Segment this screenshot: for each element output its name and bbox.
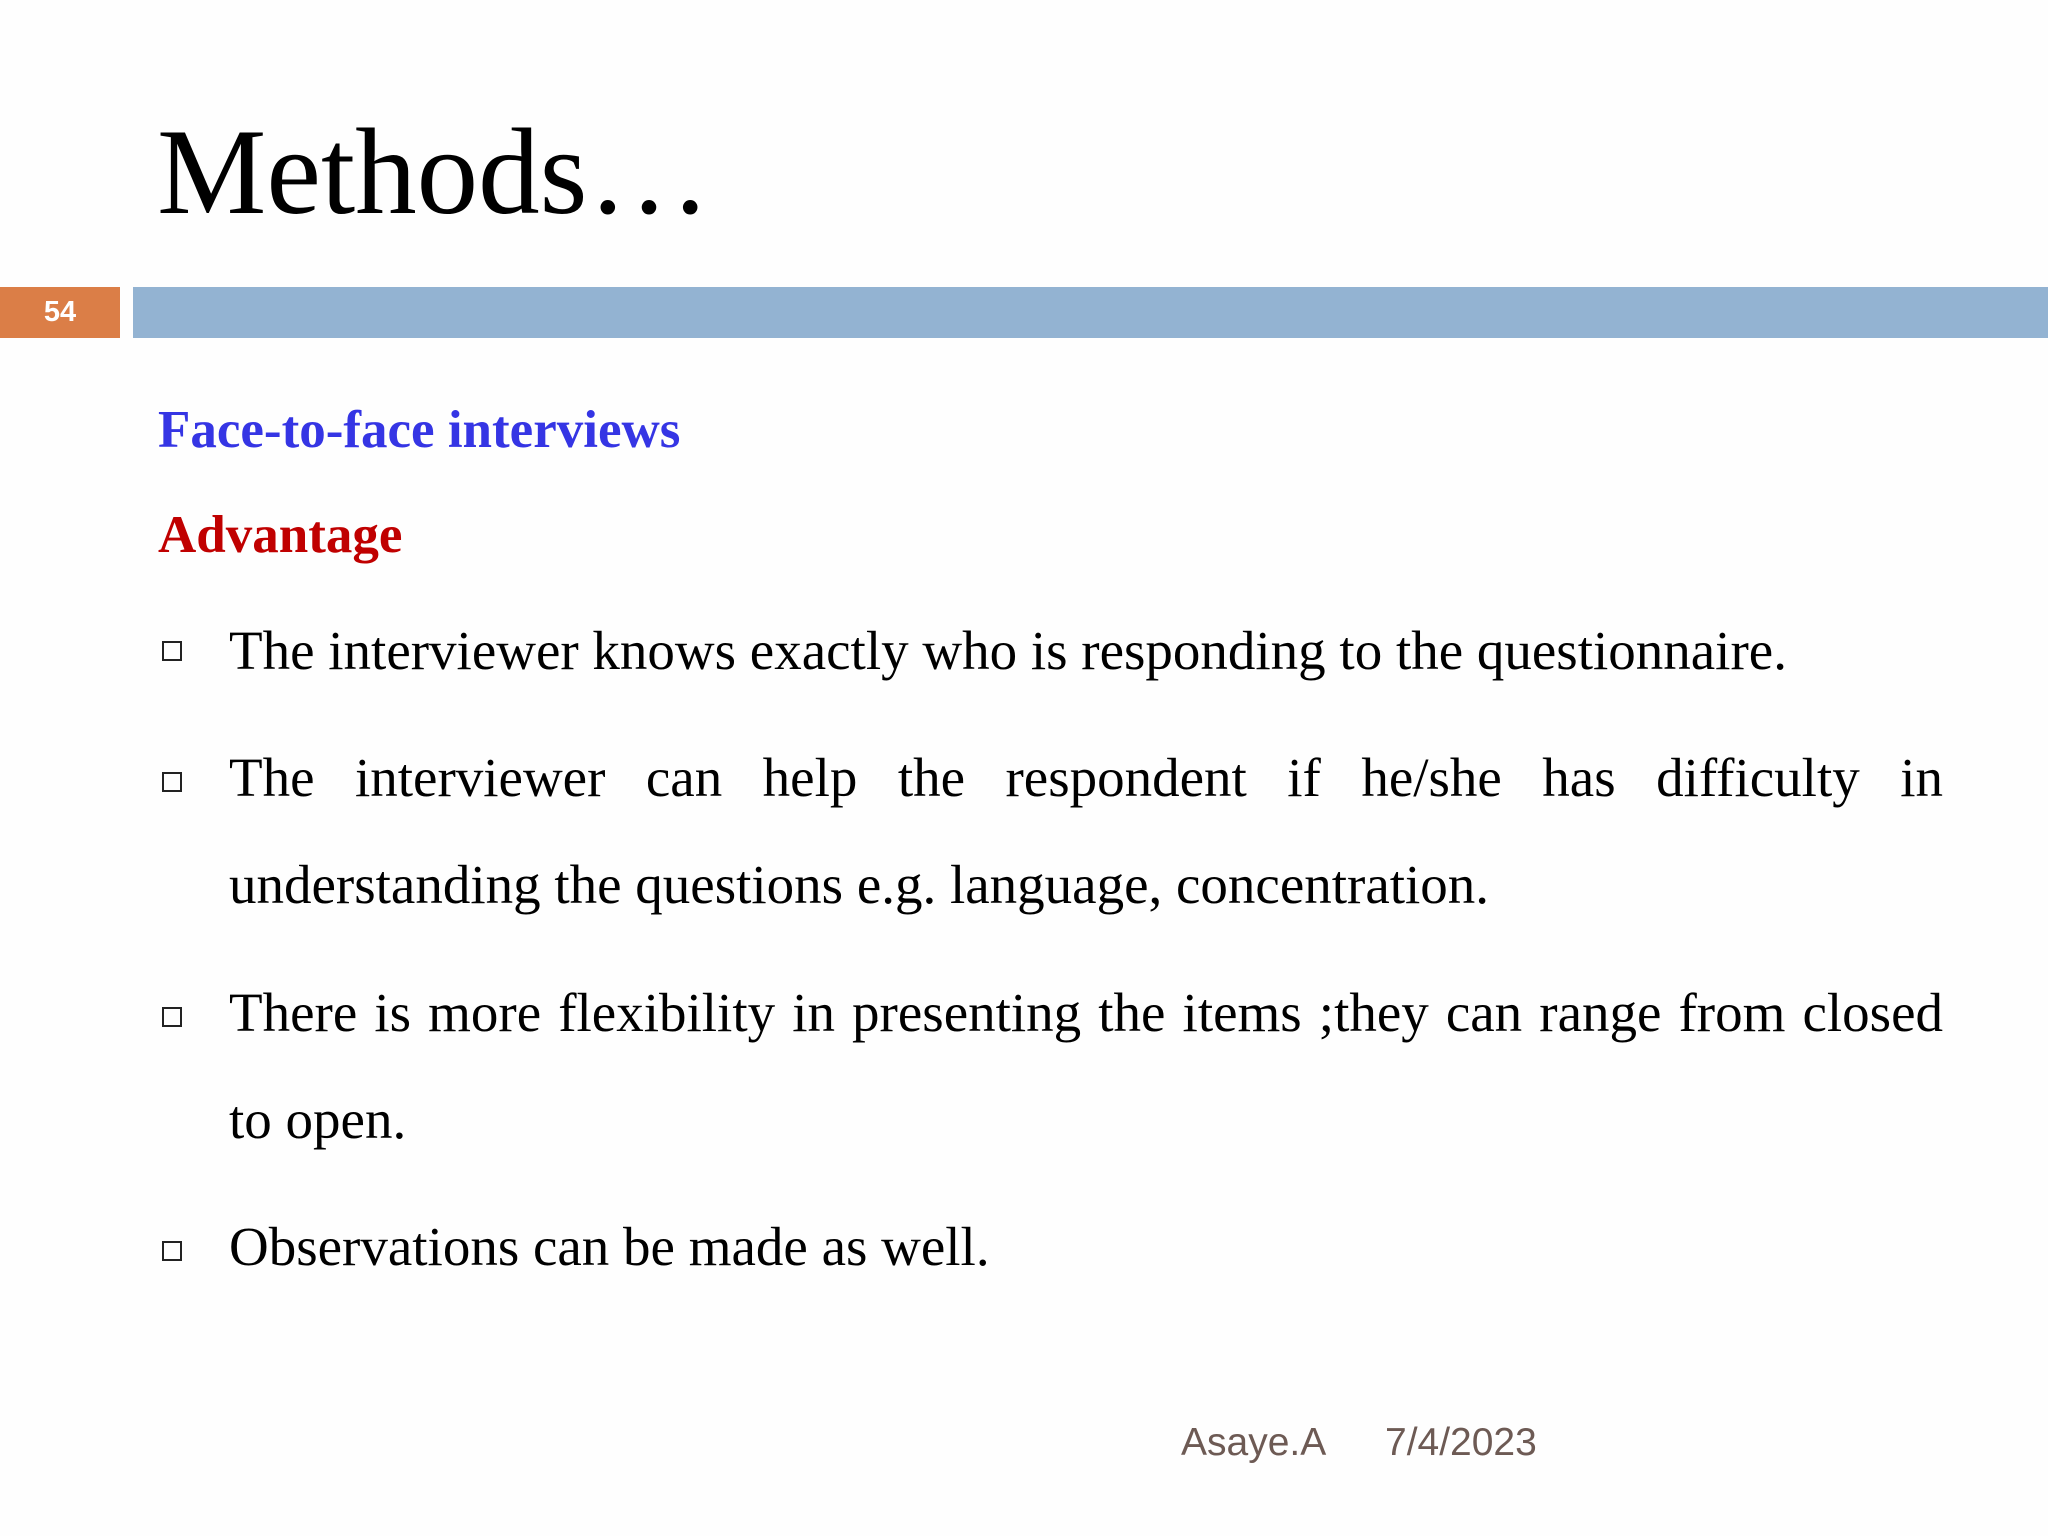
bullet-text: The interviewer can help the respondent if he/she has difficulty in understanding the questions e.g. language, concentration. [229,747,1943,915]
section-heading: Face-to-face interviews [158,401,681,459]
footer-date: 7/4/2023 [1385,1421,1537,1464]
slide-title: Methods… [157,103,711,240]
bullet-text: Observations can be made as well. [229,1216,990,1277]
advantage-heading: Advantage [158,506,403,564]
bullet-item [158,597,1943,704]
bullet-text: There is more flexibility in presenting the items ;they can range from closed to open. [229,982,1943,1150]
square-bullet-icon [162,772,182,792]
bullet-item [158,1193,1943,1300]
footer-author: Asaye.A [1181,1421,1327,1464]
square-bullet-icon [162,1241,182,1261]
slide-number: 54 [43,296,77,328]
bullet-item [158,959,1943,1173]
bullet-text: The interviewer knows exactly who is responding to the questionnaire. [229,620,1787,681]
square-bullet-icon [162,1007,182,1027]
square-bullet-icon [162,641,182,661]
bullet-item [158,724,1943,938]
